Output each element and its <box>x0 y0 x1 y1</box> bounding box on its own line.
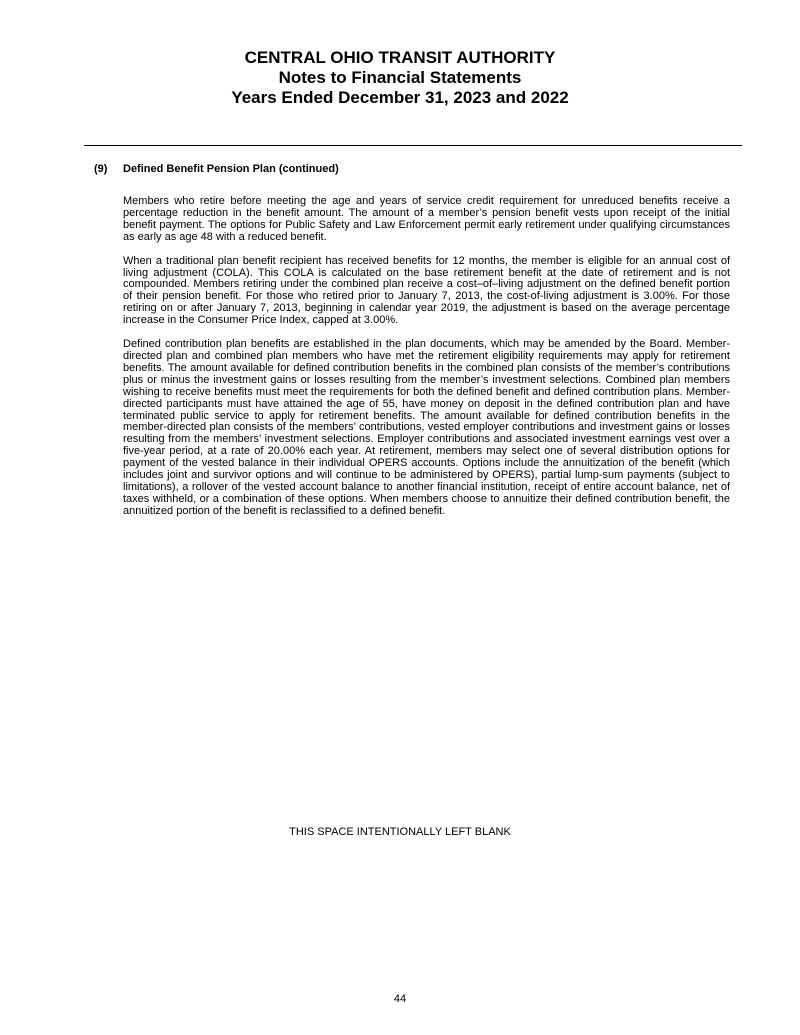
organization-name: CENTRAL OHIO TRANSIT AUTHORITY <box>244 48 556 67</box>
header-divider <box>84 145 742 146</box>
paragraph-cola: When a traditional plan benefit recipient has received benefits for 12 months, the member is eligible for an annual cost of living adjustment (COLA). This COLA is calculated on the base retirement benefit at the date of retirement and is not compounded. Members retiring under the combined plan receive a cost–of–living adjustment on the defined benefit portion of their pension benefit. For those who retired prior to January 7, 2013, the cost-of-living adjustment is 3.00%. For those retiring on or after January 7, 2013, beginning in calendar year 2019, the adjustment is based on the average percentage increase in the Consumer Price Index, capped at 3.00%. <box>123 254 730 327</box>
section-number: (9) <box>94 163 108 175</box>
page-number: 44 <box>393 993 407 1005</box>
blank-space-notice: THIS SPACE INTENTIONALLY LEFT BLANK <box>289 826 511 838</box>
section-heading <box>94 163 339 176</box>
page-header <box>0 48 800 108</box>
paragraph-early-retirement: Members who retire before meeting the age and years of service credit requirement for unreduced benefits receive a percentage reduction in the benefit amount. The amount of a member’s pension benefit vests upon receipt of the initial benefit payment. The options for Public Safety and Law Enforcement permit early retirement under qualifying circumstances as early as age 48 with a reduced benefit. <box>123 195 730 243</box>
section-title: Defined Benefit Pension Plan (continued) <box>123 163 339 175</box>
paragraph-defined-contribution: Defined contribution plan benefits are established in the plan documents, which may be amended by the Board. Member-directed plan and combined plan members who have met the retirement eligibility requirements may apply for retirement benefits. The amount available for defined contribution benefits in the combined plan consists of the member’s contributions plus or minus the investment gains or losses resulting from the member’s investment selections. Combined plan members wishing to receive benefits must meet the requirements for both the defined benefit and defined contribution plans. Member-directed participants must have attained the age of 55, have money on deposit in the defined contribution plan and have terminated public service to apply for retirement benefits. The amount available for defined contribution benefits in the member-directed plan consists of the members’ contributions, vested employer contributions and investment gains or losses resulting from the members’ investment selections. Employer contributions and associated investment earnings vest over a five-year period, at a rate of 20.00% each year. At retirement, members may select one of several distribution options for payment of the vested balance in their individual OPERS accounts. Options include the annuitization of the benefit (which includes joint and survivor options and will continue to be administered by OPERS), partial lump-sum payments (subject to limitations), a rollover of the vested account balance to another financial institution, receipt of entire account balance, net of taxes withheld, or a combination of these options. When members choose to annuitize their defined contribution benefit, the annuitized portion of the benefit is reclassified to a defined benefit. <box>123 338 730 517</box>
section-body <box>123 196 730 530</box>
document-title: Notes to Financial Statements <box>278 68 522 87</box>
reporting-period: Years Ended December 31, 2023 and 2022 <box>231 88 569 107</box>
